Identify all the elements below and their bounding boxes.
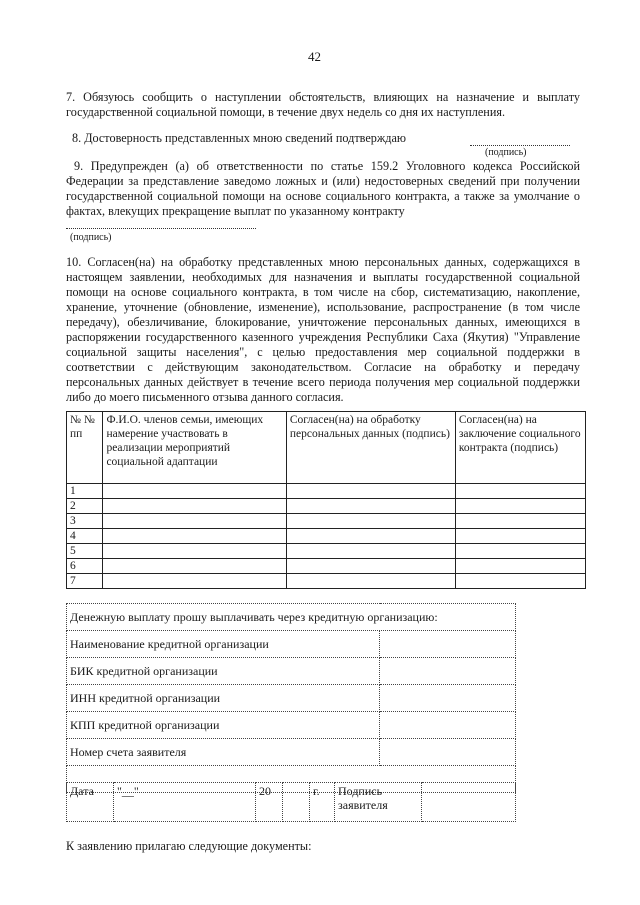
table-row	[67, 574, 586, 589]
signature-field[interactable]	[422, 783, 516, 822]
bank-table	[66, 603, 516, 793]
item-8: 8. Достоверность представленных мною сведений подтверждаю	[72, 131, 406, 145]
consent-contract-cell[interactable]	[455, 529, 585, 544]
row-number: 7	[67, 574, 103, 589]
row-number: 5	[67, 544, 103, 559]
bank-row-label: БИК кредитной организации	[67, 658, 380, 685]
member-cell[interactable]	[103, 529, 286, 544]
consent-contract-cell[interactable]	[455, 514, 585, 529]
bank-row	[67, 658, 516, 685]
bank-row-value[interactable]	[380, 631, 516, 658]
table-row	[67, 484, 586, 499]
header-consent-contract: Согласен(на) на заключение социального контракта (подпись)	[455, 412, 585, 484]
consent-data-cell[interactable]	[286, 574, 455, 589]
consent-data-cell[interactable]	[286, 484, 455, 499]
bank-row	[67, 739, 516, 766]
attachments-label: К заявлению прилагаю следующие документы:	[66, 839, 312, 853]
page-number: 42	[308, 49, 321, 64]
row-number: 1	[67, 484, 103, 499]
sign-label: Подпись заявителя	[335, 783, 422, 822]
date-day-field[interactable]: "__"	[114, 783, 256, 822]
row-number: 6	[67, 559, 103, 574]
consent-table	[66, 411, 586, 589]
header-family-member: Ф.И.О. членов семьи, имеющих намерение участвовать в реализации мероприятий социальной адаптации	[103, 412, 286, 484]
signature-row	[67, 783, 516, 822]
consent-contract-cell[interactable]	[455, 484, 585, 499]
member-cell[interactable]	[103, 514, 286, 529]
year-prefix: 20	[256, 783, 283, 822]
signature-line-8	[470, 145, 570, 146]
header-consent-data: Согласен(на) на обработку персональных данных (подпись)	[286, 412, 455, 484]
consent-table-header	[67, 412, 586, 484]
consent-data-cell[interactable]	[286, 559, 455, 574]
row-number: 4	[67, 529, 103, 544]
bank-header-row	[67, 604, 516, 631]
member-cell[interactable]	[103, 559, 286, 574]
consent-contract-cell[interactable]	[455, 559, 585, 574]
item-10: 10. Согласен(на) на обработку представленных мною персональных данных, содержащихся в настоящем заявлении, необходимых для назначения и выплаты государственной социальной помощи на основе социального контракта, в том числе на сбор, систематизацию, накопление, хранение, уточнение (обновление, изменение), использование, распространение (в том числе передачу), обезличивание, блокирование, уничтожение персональных данных, имеющихся в распоряжении государственного казенного учреждения Республики Саха (Якутия) "Управление социальной защиты населения", с целью предоставления мер социальной поддержки в соответствии с действующим законодательством. Согласие на обработку и передачу персональных данных действует в течение всего периода получения мер социальной поддержки либо до моего письменного отзыва данного согласия.	[66, 255, 580, 404]
member-cell[interactable]	[103, 484, 286, 499]
header-number: № № пп	[67, 412, 103, 484]
signature-caption-9: (подпись)	[70, 232, 112, 243]
bank-row	[67, 685, 516, 712]
consent-contract-cell[interactable]	[455, 574, 585, 589]
bank-row-value[interactable]	[380, 685, 516, 712]
signature-line-9	[66, 228, 256, 229]
member-cell[interactable]	[103, 499, 286, 514]
table-row	[67, 544, 586, 559]
table-row	[67, 514, 586, 529]
signature-caption-8: (подпись)	[485, 147, 527, 158]
item-7: 7. Обязуюсь сообщить о наступлении обстоятельств, влияющих на назначение и выплату государственной социальной помощи, в течение двух недель со дня их наступления.	[66, 90, 580, 119]
consent-contract-cell[interactable]	[455, 544, 585, 559]
bank-row-value[interactable]	[380, 712, 516, 739]
bank-row	[67, 712, 516, 739]
table-row	[67, 559, 586, 574]
consent-contract-cell[interactable]	[455, 499, 585, 514]
bank-header: Денежную выплату прошу выплачивать через кредитную организацию:	[67, 604, 516, 631]
item-9: 9. Предупрежден (а) об ответственности по статье 159.2 Уголовного кодекса Российской Федерации за представление заведомо ложных и (или) недостоверных сведений при получении государственной социальной помощи на основе социального контракта, а также за умолчание о фактах, влекущих прекращение выплат по указанному контракту	[66, 159, 580, 218]
row-number: 3	[67, 514, 103, 529]
consent-data-cell[interactable]	[286, 514, 455, 529]
member-cell[interactable]	[103, 574, 286, 589]
consent-data-cell[interactable]	[286, 529, 455, 544]
table-row	[67, 499, 586, 514]
consent-data-cell[interactable]	[286, 499, 455, 514]
bank-row-label: Наименование кредитной организации	[67, 631, 380, 658]
year-suffix: г.	[310, 783, 335, 822]
bank-row	[67, 631, 516, 658]
row-number: 2	[67, 499, 103, 514]
consent-data-cell[interactable]	[286, 544, 455, 559]
member-cell[interactable]	[103, 544, 286, 559]
year-field[interactable]	[283, 783, 310, 822]
bank-row-label: ИНН кредитной организации	[67, 685, 380, 712]
date-label: Дата	[67, 783, 114, 822]
signature-table	[66, 782, 516, 822]
bank-row-label: Номер счета заявителя	[67, 739, 380, 766]
bank-row-value[interactable]	[380, 658, 516, 685]
bank-row-value[interactable]	[380, 739, 516, 766]
bank-row-label: КПП кредитной организации	[67, 712, 380, 739]
table-row	[67, 529, 586, 544]
